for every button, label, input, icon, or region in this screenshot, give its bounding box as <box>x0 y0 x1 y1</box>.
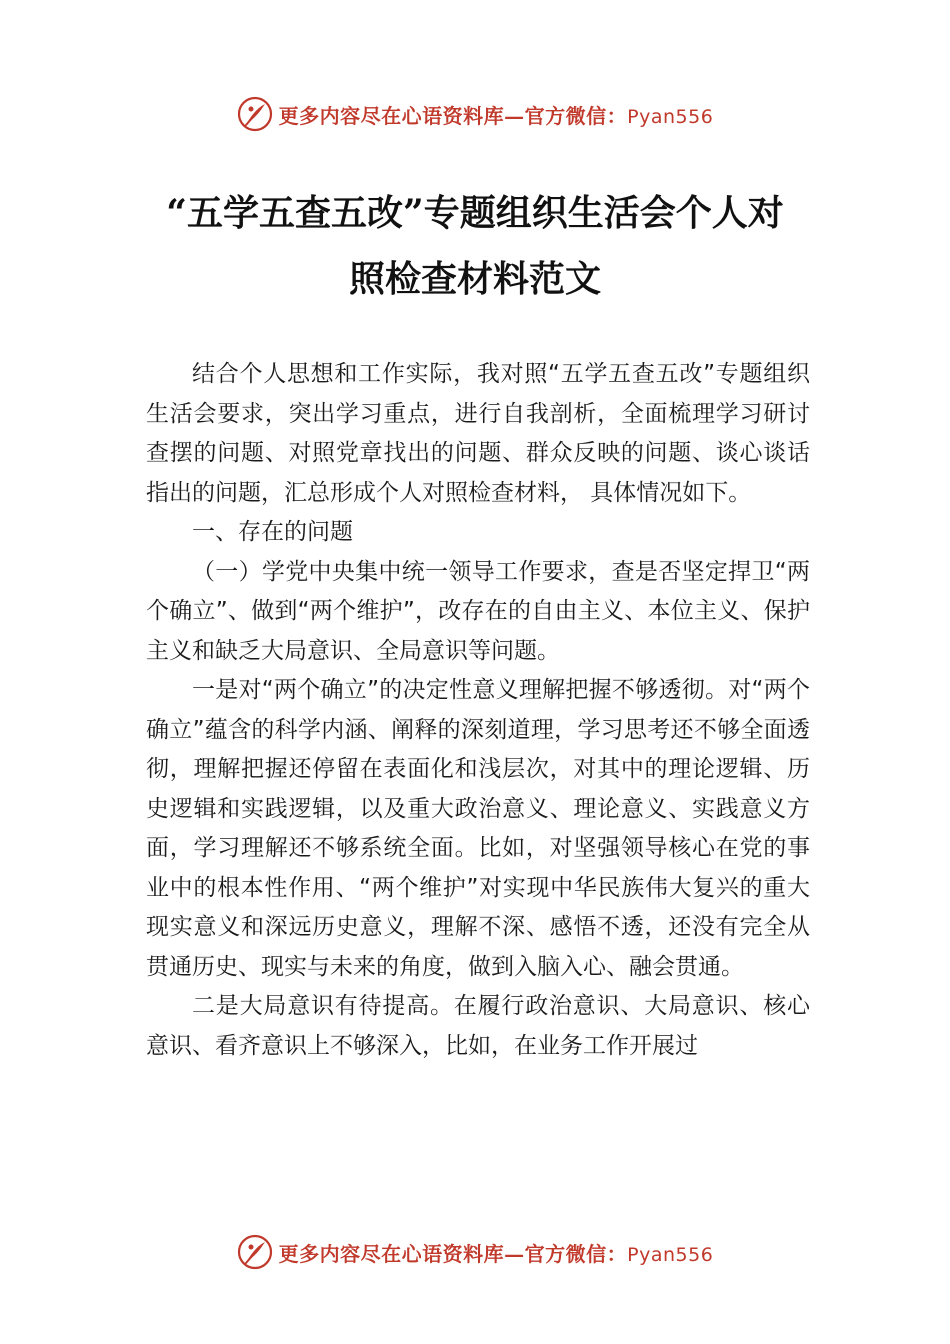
banner-separator: — <box>504 1241 525 1266</box>
paragraph-intro: 结合个人思想和工作实际，我对照“五学五查五改”专题组织生活会要求，突出学习重点，进行自我剖析，全面梳理学习研讨查摆的问题、对照党章找出的问题、群众反映的问题、谈心谈话指出的问题，汇总形成个人对照检查材料， 具体情况如下。 <box>146 361 810 506</box>
footer-banner <box>0 1232 950 1272</box>
paragraph-point-2: 二是大局意识有待提高。在履行政治意识、大局意识、核心意识、看齐意识上不够深入，比如，在业务工作开展过 <box>146 993 810 1059</box>
banner-main-text: 更多内容尽在心语资料库 <box>278 1241 505 1266</box>
title-line-2: 照检查材料范文 <box>348 258 601 300</box>
header-banner <box>0 94 950 134</box>
banner-wechat-label: 官方微信： <box>524 103 628 128</box>
subsection-heading: （一）学党中央集中统一领导工作要求，查是否坚定捍卫“两个确立”、做到“两个维护”，改存在的自由主义、本位主义、保护主义和缺乏大局意识、全局意识等问题。 <box>146 558 810 664</box>
banner-wechat-label: 官方微信： <box>524 1241 628 1266</box>
title-line-1: “五学五查五改”专题组织生活会个人对 <box>166 192 784 234</box>
section-heading: 一、存在的问题 <box>192 519 353 545</box>
document-title <box>120 180 830 312</box>
banner-wechat-id: Pyan556 <box>627 1243 714 1266</box>
banner-separator: — <box>504 103 525 128</box>
banner-text <box>279 100 714 129</box>
banner-main-text: 更多内容尽在心语资料库 <box>278 103 505 128</box>
banner-wechat-id: Pyan556 <box>627 105 714 128</box>
banner-text <box>279 1238 714 1267</box>
paragraph-point-1: 一是对“两个确立”的决定性意义理解把握不够透彻。对“两个确立”蕴含的科学内涵、阐释的深刻道理，学习思考还不够全面透彻，理解把握还停留在表面化和浅层次，对其中的理论逻辑、历史逻辑和实践逻辑，以及重大政治意义、理论意义、实践意义方面，学习理解还不够系统全面。比如，对坚强领导核心在党的事业中的根本性作用、“两个维护”对实现中华民族伟大复兴的重大现实意义和深远历史意义，理解不深、感悟不透，还没有完全从贯通历史、现实与未来的角度，做到入脑入心、融会贯通。 <box>146 677 810 980</box>
feather-quill-logo-icon <box>237 1234 273 1270</box>
feather-quill-logo-icon <box>237 96 273 132</box>
document-body <box>146 355 810 1066</box>
